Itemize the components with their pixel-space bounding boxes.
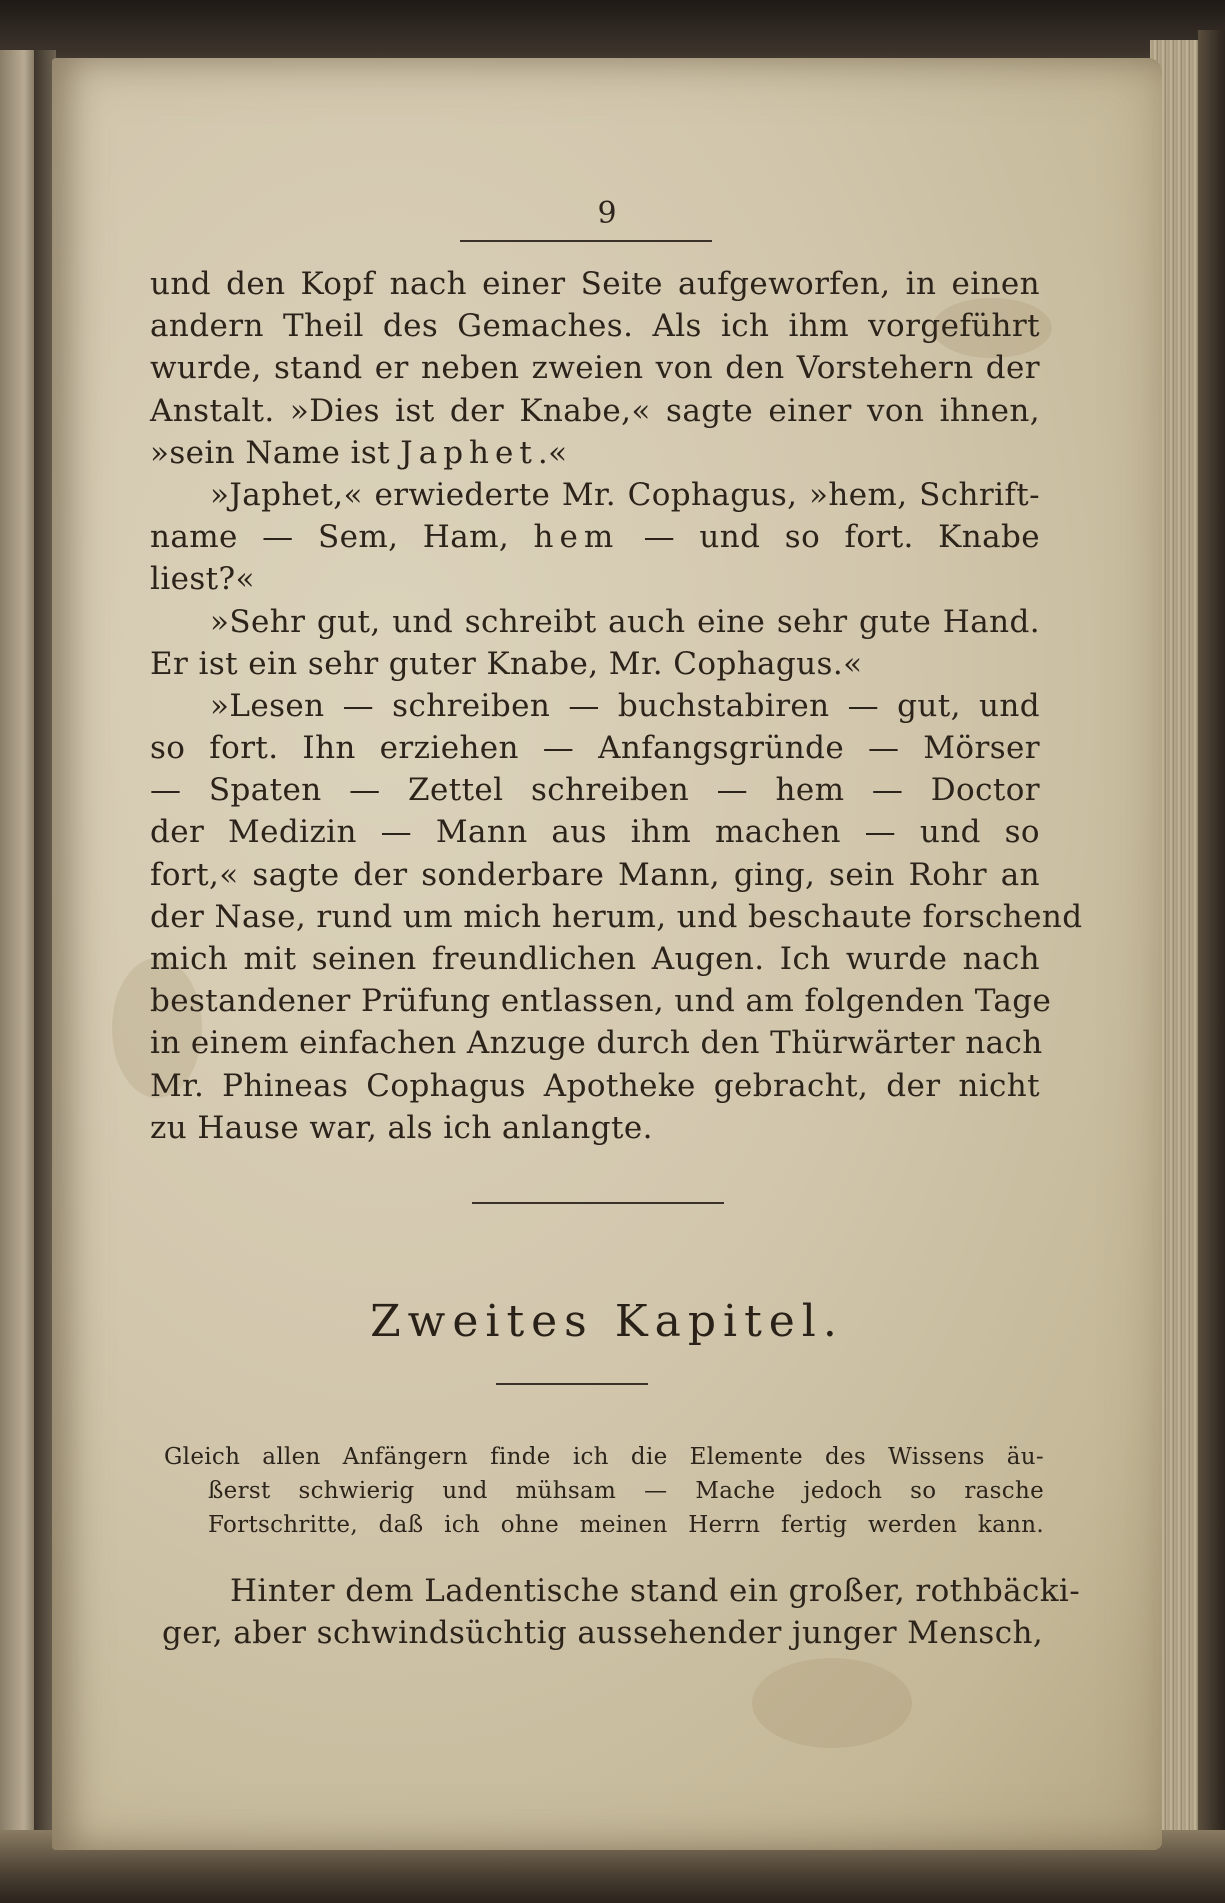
section-divider (472, 1202, 724, 1204)
book-page (52, 58, 1162, 1850)
text-line: andern Theil des Gemaches. Als ich ihm vorgeführt (150, 308, 1040, 345)
text-line: — Spaten — Zettel schreiben — hem — Doctor (150, 772, 1040, 809)
text-line: »Sehr gut, und schreibt auch eine sehr gute Hand. (210, 603, 1040, 640)
page-number: 9 (597, 196, 617, 231)
paper-stain (752, 1658, 912, 1748)
text-line (150, 516, 1040, 558)
text-line: Hinter dem Ladentische stand ein großer, rothbäcki- (230, 1573, 1081, 1609)
text-line: in einem einfachen Anzuge durch den Thürwärter nach (150, 1025, 1043, 1062)
summary-line: Gleich allen Anfängern finde ich die Elemente des Wissens äu- (164, 1444, 1044, 1470)
text-line: zu Hause war, als ich anlangte. (150, 1109, 653, 1146)
text-line: Mr. Phineas Cophagus Apotheke gebracht, der nicht (150, 1067, 1040, 1104)
chapter-title: Zweites Kapitel. (370, 1296, 844, 1347)
summary-line: Fortschritte, daß ich ohne meinen Herrn fertig werden kann. (208, 1512, 1044, 1538)
text-line: wurde, stand er neben zweien von den Vorstehern der (150, 350, 1040, 387)
spaced-word: hem (533, 519, 620, 556)
text-fragment: .« (537, 434, 568, 471)
text-line: Er ist ein sehr guter Knabe, Mr. Cophagus.« (150, 645, 863, 682)
chapter-title-rule (496, 1383, 648, 1385)
text-line: ger, aber schwindsüchtig aussehender junger Mensch, (162, 1615, 1044, 1652)
summary-line: ßerst schwierig und mühsam — Mache jedoch so rasche (208, 1478, 1044, 1504)
header-rule (460, 240, 712, 242)
text-line: so fort. Ihn erziehen — Anfangsgründe — Mörser (150, 730, 1040, 767)
chapter-summary (164, 1440, 1044, 1542)
text-line (150, 432, 1040, 474)
text-line: der Medizin — Mann aus ihm machen — und so (150, 814, 1040, 851)
text-line: liest?« (150, 561, 255, 598)
text-fragment: — und so fort. Knabe (619, 519, 1040, 556)
text-line: »Japhet,« erwiederte Mr. Cophagus, »hem, Schrift- (210, 476, 1040, 513)
text-line: »Lesen — schreiben — buchstabiren — gut, und (210, 687, 1040, 724)
text-line: bestandener Prüfung entlassen, und am folgenden Tage (150, 983, 1052, 1020)
text-line: und den Kopf nach einer Seite aufgeworfen, in einen (150, 266, 1040, 302)
spaced-name: Japhet (400, 434, 538, 471)
chapter-text (162, 1570, 1081, 1654)
text-fragment: name — Sem, Ham, (150, 519, 534, 556)
text-fragment: »sein Name ist (150, 434, 401, 471)
book-cover-edge (1198, 30, 1225, 1903)
text-line: fort,« sagte der sonderbare Mann, ging, sein Rohr an (150, 856, 1040, 893)
text-line: Anstalt. »Dies ist der Knabe,« sagte einer von ihnen, (150, 392, 1040, 429)
text-line: mich mit seinen freundlichen Augen. Ich wurde nach (150, 941, 1040, 977)
text-line: der Nase, rund um mich herum, und beschaute forschend (150, 898, 1083, 935)
main-text (150, 263, 1083, 1149)
